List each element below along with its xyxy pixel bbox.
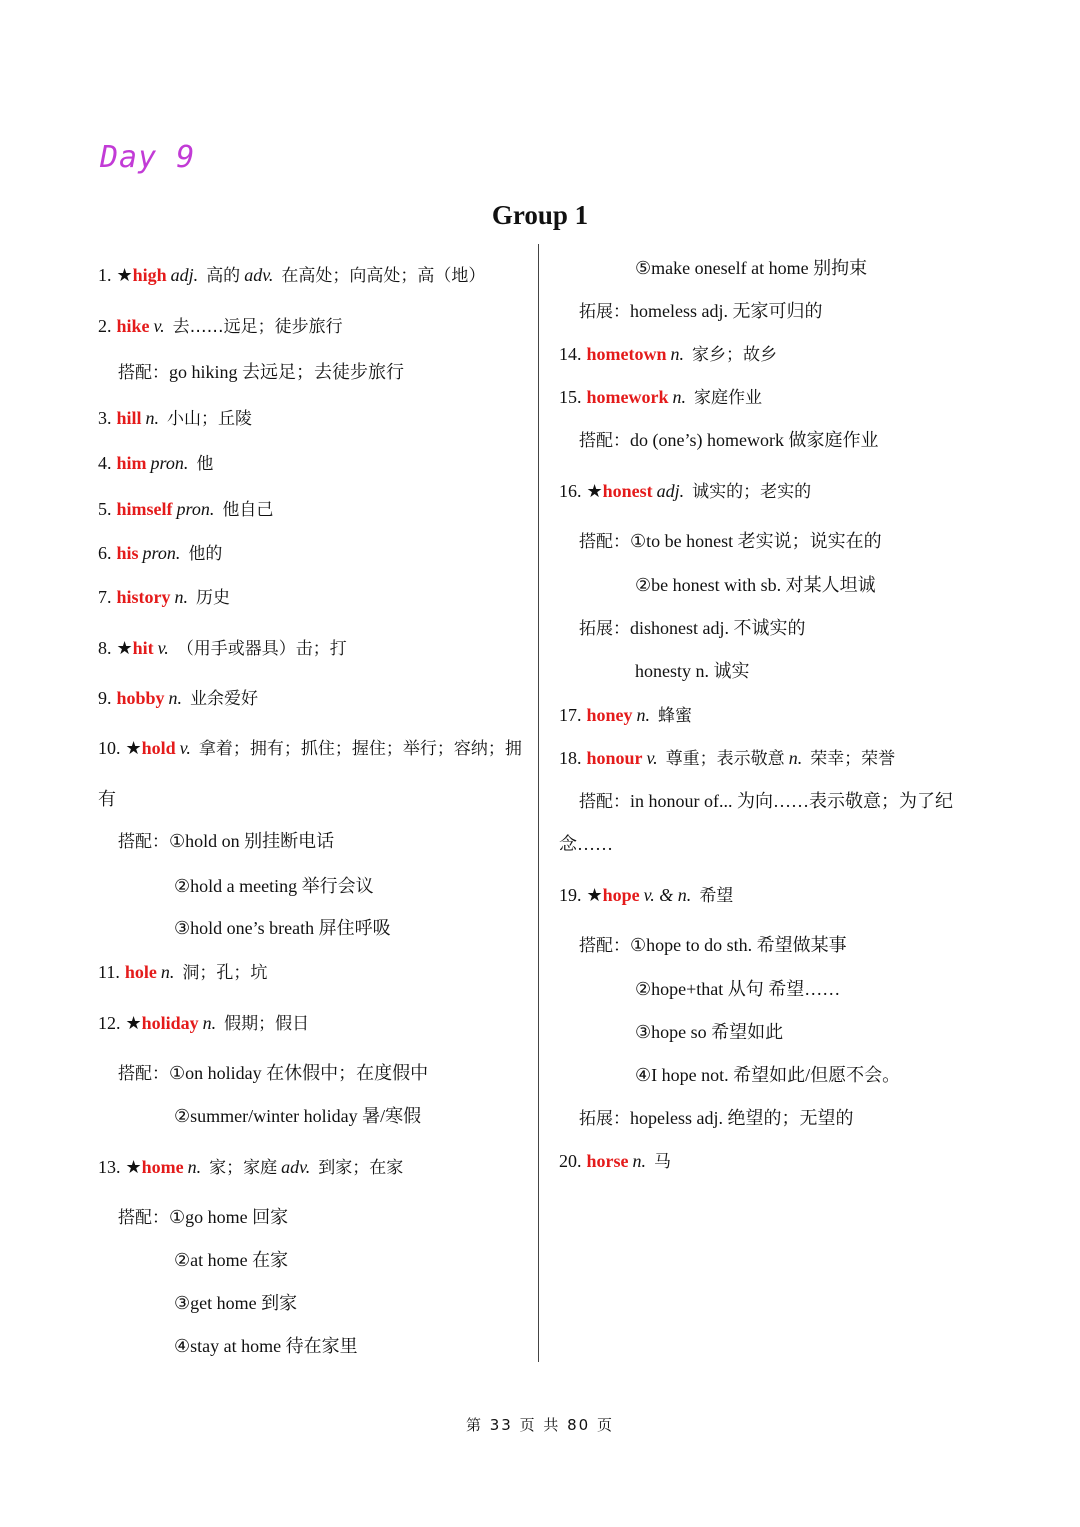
entry-detail-line: [579, 300, 822, 323]
headword: hobby: [116, 688, 165, 708]
part-of-speech: adj.: [170, 265, 199, 285]
part-of-speech: adv.: [244, 265, 274, 285]
part-of-speech: n.: [636, 705, 651, 725]
detail-text: ①go home 回家: [169, 1207, 289, 1227]
detail-text: in honour of... 为向……表示敬意；为了纪: [630, 791, 953, 811]
definition: 在高处；向高处；高（地）: [281, 266, 486, 286]
part-of-speech: n.: [632, 1151, 646, 1171]
detail-label: 拓展：: [579, 619, 630, 639]
entry-number: 11.: [98, 962, 120, 982]
entry-detail-line: [635, 257, 867, 279]
vocab-entry: [559, 884, 733, 907]
star-icon: ★: [116, 638, 133, 658]
detail-text: ①hope to do sth. 希望做某事: [630, 935, 847, 955]
headword: hope: [602, 885, 640, 905]
definition: 家乡；故乡: [692, 345, 777, 365]
headword: horse: [586, 1151, 629, 1171]
entry-number: 1.: [98, 265, 112, 285]
headword: hold: [141, 738, 176, 758]
detail-text: ②hope+that 从句 希望……: [635, 979, 841, 999]
entry-number: 4.: [98, 453, 112, 473]
vocab-entry: [98, 452, 213, 475]
vocab-entry: [98, 961, 267, 984]
star-icon: ★: [125, 1157, 142, 1177]
entry-detail-line: [579, 934, 847, 957]
vocab-entry: [559, 704, 692, 727]
detail-text: ②be honest with sb. 对某人坦诚: [635, 575, 876, 595]
headword: hit: [132, 638, 154, 658]
headword: high: [132, 265, 167, 285]
star-icon: ★: [116, 265, 133, 285]
entry-detail-line: [118, 1062, 428, 1085]
definition: 历史: [196, 588, 230, 608]
part-of-speech: n.: [168, 688, 183, 708]
entry-detail-line: [118, 361, 404, 384]
headword: his: [116, 543, 139, 563]
detail-text: 念……: [559, 834, 613, 854]
detail-text: ①to be honest 老实说；说实在的: [630, 531, 882, 551]
part-of-speech: adj.: [656, 481, 685, 501]
detail-label: 搭配：: [118, 1064, 169, 1084]
headword: him: [116, 453, 147, 473]
part-of-speech: n.: [160, 962, 175, 982]
entry-detail-line: [579, 530, 882, 553]
entry-detail-line: [579, 790, 953, 813]
vocab-entry: [98, 637, 347, 660]
detail-text: ③hope so 希望如此: [635, 1022, 784, 1042]
part-of-speech: pron.: [176, 499, 215, 519]
definition: 拿着；拥有；抓住；握住；举行；容纳；拥: [198, 739, 522, 759]
entry-detail-line: [635, 574, 876, 596]
part-of-speech: pron.: [142, 543, 181, 563]
headword: himself: [116, 499, 173, 519]
entry-detail-line: [98, 788, 116, 810]
entry-detail-line: [579, 1107, 853, 1130]
definition: 小山；丘陵: [167, 409, 253, 429]
star-icon: ★: [586, 481, 603, 501]
entry-number: 19.: [559, 885, 582, 905]
vocab-entry: [98, 498, 273, 521]
detail-text: hopeless adj. 绝望的；无望的: [630, 1108, 854, 1128]
entry-detail-line: [118, 1206, 288, 1229]
vocab-entry: [98, 1156, 403, 1179]
entry-number: 5.: [98, 499, 112, 519]
detail-label: 搭配：: [118, 1208, 169, 1228]
detail-text: ⑤make oneself at home 别拘束: [635, 258, 868, 278]
entry-detail-line: [635, 1064, 900, 1086]
part-of-speech: n.: [202, 1013, 217, 1033]
definition: 诚实的；老实的: [692, 482, 812, 502]
entry-detail-line: [174, 1105, 421, 1127]
headword: honest: [602, 481, 653, 501]
detail-text: ②at home 在家: [174, 1250, 289, 1270]
definition: 高的: [206, 266, 241, 286]
definition: 希望: [699, 886, 734, 906]
vocab-entry: [559, 480, 811, 503]
vocab-entry: [98, 407, 252, 430]
detail-text: dishonest adj. 不诚实的: [630, 618, 806, 638]
detail-text: ③hold one’s breath 屏住呼吸: [174, 918, 391, 938]
day-title: Day 9: [100, 140, 196, 175]
headword: homework: [586, 387, 669, 407]
definition: 马: [654, 1152, 671, 1172]
detail-label: 拓展：: [579, 302, 630, 322]
star-icon: ★: [586, 885, 603, 905]
entry-number: 16.: [559, 481, 582, 501]
detail-label: 搭配：: [579, 936, 630, 956]
definition: 他: [196, 454, 214, 474]
part-of-speech: v.: [153, 316, 165, 336]
page-footer: 第 33 页 共 80 页: [465, 1416, 614, 1434]
entry-detail-line: [118, 830, 334, 853]
entry-detail-line: [579, 617, 806, 640]
entry-detail-line: [635, 1021, 783, 1043]
definition: 荣幸；荣誉: [810, 749, 896, 769]
detail-label: 搭配：: [579, 431, 630, 451]
definition: 他的: [188, 544, 223, 564]
entry-number: 8.: [98, 638, 112, 658]
detail-text: ①hold on 别挂断电话: [169, 831, 335, 851]
part-of-speech: n.: [788, 748, 803, 768]
definition: 到家；在家: [318, 1158, 404, 1178]
vocab-entry: [559, 747, 895, 770]
vocab-entry: [98, 542, 222, 565]
detail-label: 拓展：: [579, 1109, 630, 1129]
entry-number: 17.: [559, 705, 582, 725]
vocab-entry: [559, 343, 777, 366]
part-of-speech: v.: [646, 748, 658, 768]
detail-text: ③get home 到家: [174, 1293, 298, 1313]
detail-text: ④stay at home 待在家里: [174, 1336, 358, 1356]
headword: hike: [116, 316, 150, 336]
entry-detail-line: [635, 660, 750, 682]
entry-detail-line: [579, 429, 878, 452]
detail-text: ④I hope not. 希望如此/但愿不会。: [635, 1065, 901, 1085]
detail-label: 搭配：: [579, 792, 630, 812]
entry-detail-line: [635, 978, 840, 1000]
part-of-speech: pron.: [150, 453, 189, 473]
entry-detail-line: [559, 833, 613, 855]
part-of-speech: n.: [174, 587, 188, 607]
detail-text: homeless adj. 无家可归的: [630, 301, 823, 321]
entry-number: 10.: [98, 738, 121, 758]
detail-text: do (one’s) homework 做家庭作业: [630, 430, 879, 450]
vocab-entry: [98, 264, 485, 287]
part-of-speech: n.: [145, 408, 160, 428]
detail-text: ①on holiday 在休假中；在度假中: [169, 1063, 429, 1083]
entry-number: 15.: [559, 387, 582, 407]
entry-number: 12.: [98, 1013, 121, 1033]
detail-label: 搭配：: [118, 832, 169, 852]
headword: hole: [124, 962, 157, 982]
entry-number: 2.: [98, 316, 112, 336]
headword: hill: [116, 408, 142, 428]
definition: （用手或器具）击；打: [176, 639, 347, 659]
entry-detail-line: [174, 875, 374, 897]
entry-detail-line: [174, 1249, 288, 1271]
detail-label: 搭配：: [118, 363, 169, 383]
definition: 去……远足；徒步旅行: [172, 317, 343, 337]
part-of-speech: v. & n.: [643, 885, 692, 905]
detail-text: 有: [98, 789, 116, 809]
vocab-entry: [98, 737, 522, 760]
definition: 假期；假日: [224, 1014, 310, 1034]
headword: history: [116, 587, 171, 607]
column-divider: [538, 244, 539, 1362]
definition: 蜂蜜: [658, 706, 693, 726]
vocab-entry: [98, 687, 258, 710]
detail-text: ②hold a meeting 举行会议: [174, 876, 374, 896]
entry-number: 20.: [559, 1151, 582, 1171]
entry-number: 9.: [98, 688, 112, 708]
entry-detail-line: [174, 917, 391, 939]
group-title: Group 1: [491, 200, 589, 230]
headword: honey: [586, 705, 633, 725]
entry-number: 7.: [98, 587, 112, 607]
headword: home: [141, 1157, 184, 1177]
detail-text: honesty n. 诚实: [635, 661, 750, 681]
part-of-speech: n.: [670, 344, 684, 364]
entry-number: 14.: [559, 344, 582, 364]
definition: 洞；孔；坑: [182, 963, 268, 983]
part-of-speech: v.: [157, 638, 169, 658]
entry-number: 13.: [98, 1157, 121, 1177]
entry-number: 6.: [98, 543, 112, 563]
vocab-entry: [98, 1012, 309, 1035]
vocab-entry: [98, 315, 343, 338]
part-of-speech: adv.: [281, 1157, 311, 1177]
vocab-entry: [559, 386, 762, 409]
detail-label: 搭配：: [579, 532, 630, 552]
star-icon: ★: [125, 738, 142, 758]
part-of-speech: n.: [672, 387, 686, 407]
part-of-speech: n.: [187, 1157, 202, 1177]
entry-detail-line: [174, 1292, 297, 1314]
headword: hometown: [586, 344, 667, 364]
headword: holiday: [141, 1013, 199, 1033]
vocab-entry: [98, 586, 230, 609]
detail-text: go hiking 去远足；去徒步旅行: [169, 362, 405, 382]
headword: honour: [586, 748, 643, 768]
entry-detail-line: [174, 1335, 358, 1357]
definition: 家；家庭: [209, 1158, 278, 1178]
part-of-speech: v.: [179, 738, 191, 758]
star-icon: ★: [125, 1013, 142, 1033]
entry-number: 3.: [98, 408, 112, 428]
detail-text: ②summer/winter holiday 暑/寒假: [174, 1106, 422, 1126]
entry-number: 18.: [559, 748, 582, 768]
definition: 家庭作业: [694, 388, 762, 408]
definition: 业余爱好: [190, 689, 259, 709]
definition: 他自己: [222, 500, 274, 520]
vocab-entry: [559, 1150, 671, 1173]
definition: 尊重；表示敬意: [665, 749, 785, 769]
